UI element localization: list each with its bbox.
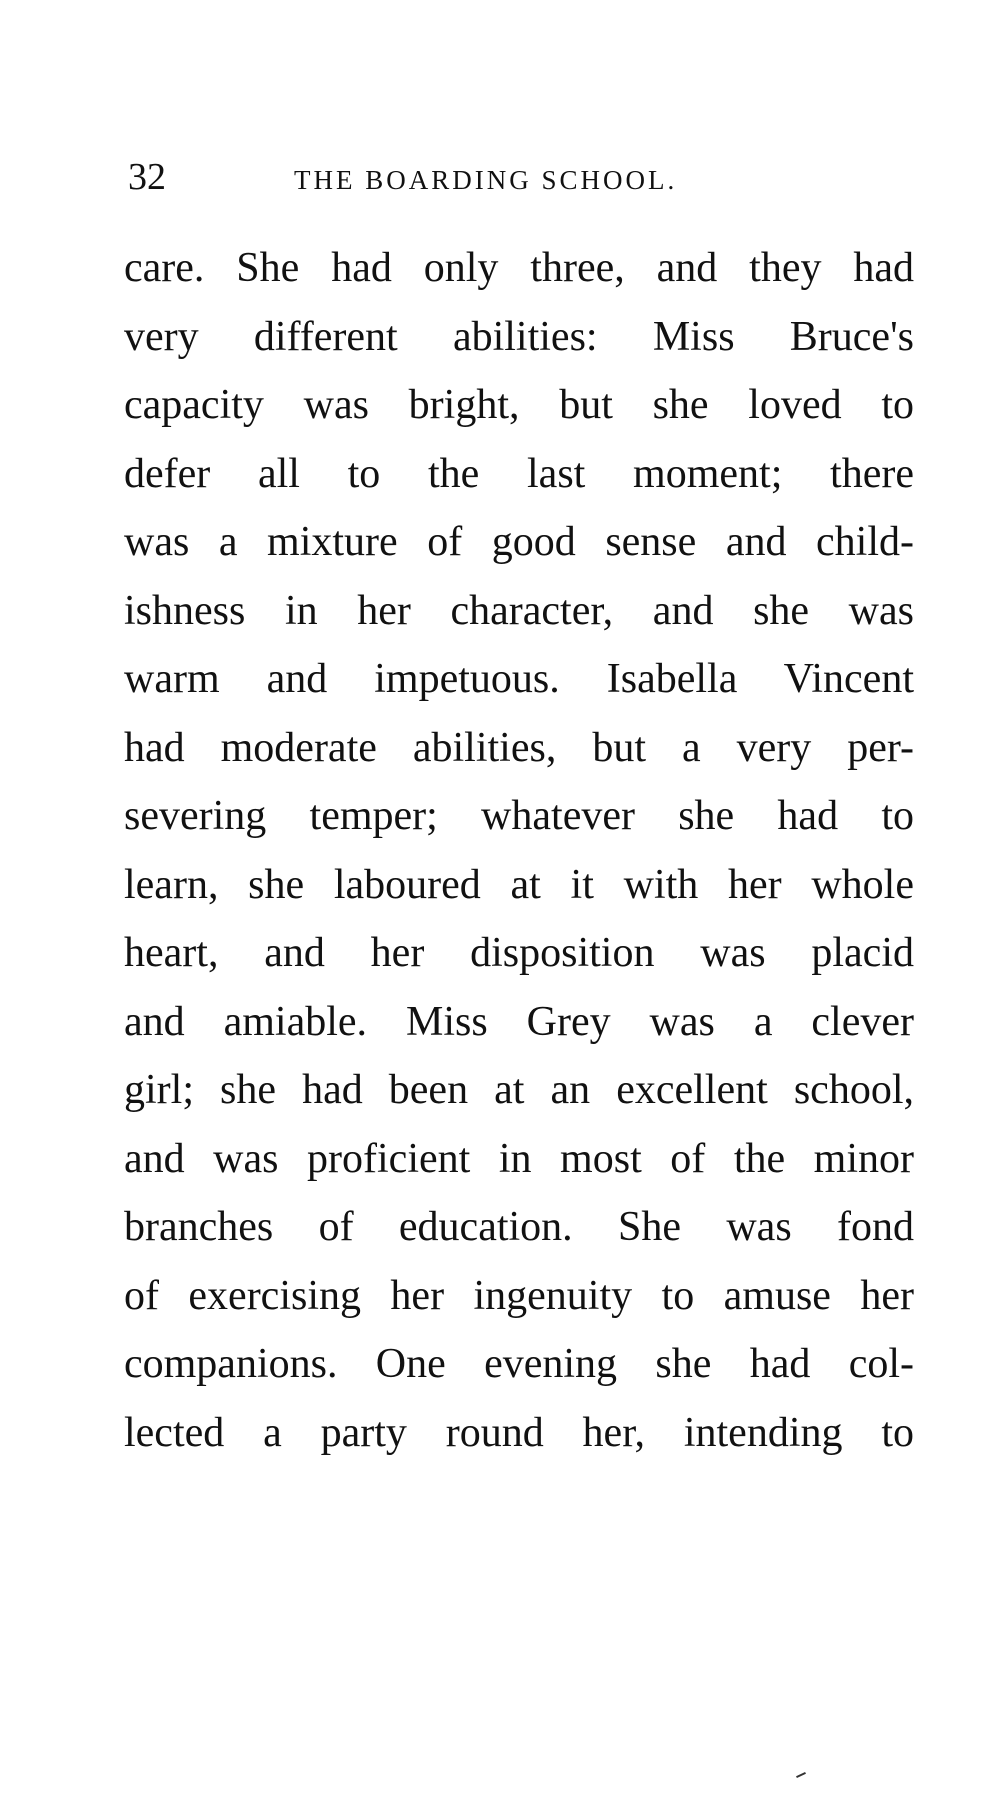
text-line: branches of education. She was fond [124,1204,914,1250]
text-line: had moderate abilities, but a very per- [124,724,914,771]
print-speck [796,1772,806,1778]
running-head [124,152,764,202]
text-line: was a mixture of good sense and child- [124,519,914,565]
text-line: defer all to the last moment; there [124,450,914,497]
text-line: care. She had only three, and they had [124,245,914,291]
text-line: and amiable. Miss Grey was a clever [124,998,914,1045]
text-line: companions. One evening she had col- [124,1341,914,1387]
text-line: severing temper; whatever she had to [124,793,914,839]
text-line: learn, she laboured at it with her whole [124,861,914,908]
running-title: THE BOARDING SCHOOL. [294,165,678,195]
text-line: girl; she had been at an excellent school, [124,1067,914,1113]
text-line: very different abilities: Miss Bruce's [124,313,914,360]
text-line: lected a party round her, intending to [124,1409,914,1456]
text-line: of exercising her ingenuity to amuse her [124,1272,914,1319]
text-line: capacity was bright, but she loved to [124,382,914,428]
text-line: ishness in her character, and she was [124,587,914,634]
body-text [124,234,914,1467]
text-line: and was proficient in most of the minor [124,1135,914,1182]
text-line: warm and impetuous. Isabella Vincent [124,656,914,702]
text-line: heart, and her disposition was placid [124,930,914,976]
page-number: 32 [128,156,166,198]
